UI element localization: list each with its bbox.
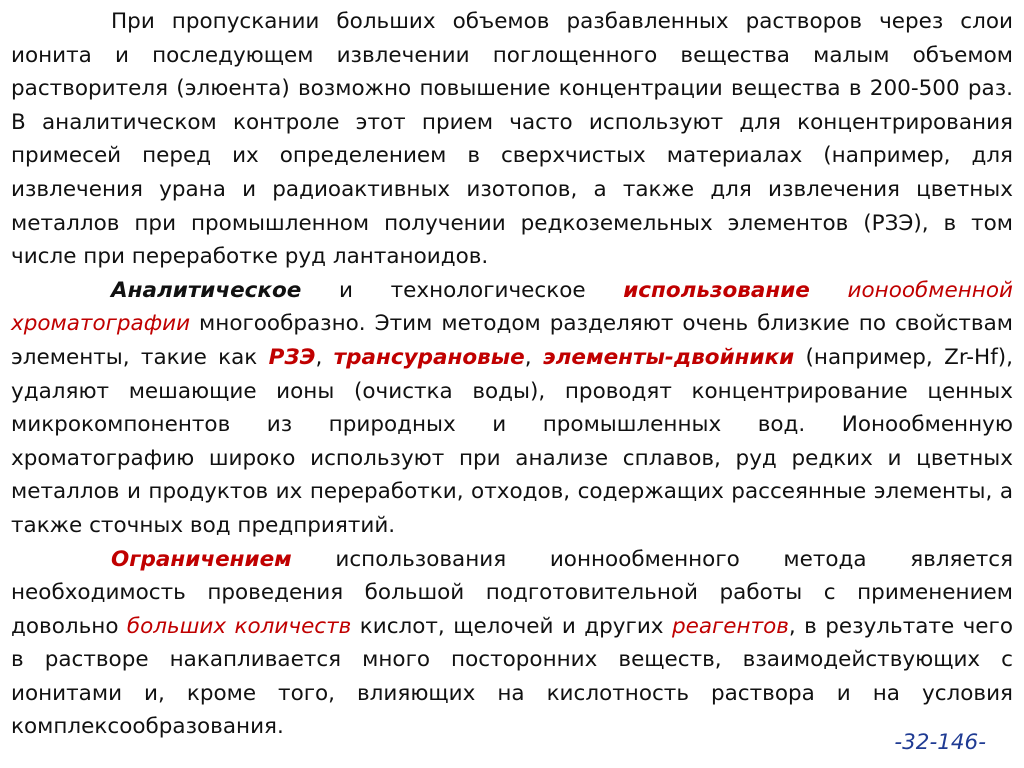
term-large-quantities: больших количеств <box>126 613 352 639</box>
paragraph-text: кислот, щелочей и других <box>351 613 672 639</box>
term-transuranic: трансурановые <box>333 344 525 370</box>
paragraph-text: , в результате чего в растворе накапливается много посторонних веществ, взаимодействующих с ионитами и, кроме того, влияющих на кислотность раствора и на условия комплексообразования. <box>11 613 1013 740</box>
page-number: -32-146- <box>894 730 986 755</box>
term-twin-elements: элементы-двойники <box>542 344 795 370</box>
paragraph-text: При пропускании больших объемов разбавленных растворов через слои ионита и последующем извлечении поглощенного вещества малым объемом растворителя (элюента) возможно повышение концентрации вещества в 200-500 раз. В аналитическом контроле этот прием часто используют для концентрирования примесей перед их определением в сверхчистых материалах (например, для извлечения урана и радиоактивных изотопов, а также для извлечения цветных металлов при промышленном получении редкоземельных элементов (РЗЭ), в том числе при переработке руд лантаноидов. <box>11 9 1013 270</box>
term-ree: РЗЭ <box>268 344 316 370</box>
paragraph-text: и технологическое <box>301 277 624 303</box>
term-reagents: реагентов <box>671 613 789 639</box>
document-page <box>11 5 1013 744</box>
paragraph-text: (например, Zr-Hf), удаляют мешающие ионы (очистка воды), проводят концентрирование ценных микрокомпонентов из природных и промышленных вод. Ионообменную хроматографию широко используют при анализе сплавов, руд редких и цветных металлов и продуктов их переработки, отходов, содержащих рассеянные элементы, а также сточных вод предприятий. <box>11 344 1014 538</box>
paragraph-text <box>810 278 848 303</box>
term-limitation: Ограничением <box>111 546 292 572</box>
paragraph-chromatography-use <box>11 274 1013 543</box>
term-analytical: Аналитическое <box>111 277 302 303</box>
paragraph-text: многообразно. Этим методом разделяют очень близкие по свойствам элементы, такие как <box>11 311 1013 370</box>
paragraph-limitation <box>11 543 1013 745</box>
paragraph-text: использования ионнообменного метода является необходимость проведения большой подготовительной работы с применением довольно <box>11 546 1013 639</box>
term-ion-exchange-chromatography: ионообменной хроматографии <box>11 277 1013 337</box>
paragraph-concentration <box>11 5 1013 274</box>
paragraph-text: , <box>524 344 543 370</box>
term-usage: использование <box>623 277 810 303</box>
paragraph-text: , <box>315 344 334 370</box>
